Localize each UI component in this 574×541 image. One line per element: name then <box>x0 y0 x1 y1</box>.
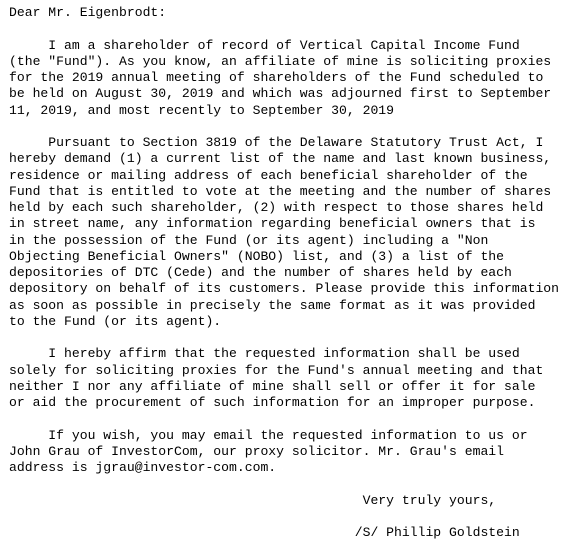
paragraph-line: in the possession of the Fund (or its agent) including a "Non <box>9 232 489 248</box>
paragraph-line: depository on behalf of its customers. Please provide this information <box>9 281 560 297</box>
paragraph-line: hereby demand (1) a current list of the name and last known business, <box>9 151 552 167</box>
paragraph-line: as soon as possible in precisely the same format as it was provided <box>9 297 536 313</box>
paragraph-line: residence or mailing address of each beneficial shareholder of the <box>9 167 528 183</box>
paragraph-line: solely for soliciting proxies for the Fund's annual meeting and that <box>9 362 544 378</box>
paragraph-line: I am a shareholder of record of Vertical Capital Income Fund <box>9 37 520 53</box>
paragraph-contact <box>9 428 571 477</box>
paragraph-line: or aid the procurement of such information for an improper purpose. <box>9 395 536 410</box>
paragraph-line: I hereby affirm that the requested information shall be used <box>9 346 520 362</box>
paragraph-line: in street name, any information regarding beneficial owners that is <box>9 216 536 232</box>
salutation: Dear Mr. Eigenbrodt: <box>9 5 167 20</box>
paragraph-line: depositories of DTC (Cede) and the number of shares held by each <box>9 265 512 280</box>
paragraph-shareholder-intro <box>9 38 571 119</box>
blank-line <box>9 21 571 37</box>
paragraph-line: Pursuant to Section 3819 of the Delaware Statutory Trust Act, I <box>9 135 544 150</box>
paragraph-line: If you wish, you may email the requested information to us or <box>9 427 528 443</box>
closing: Very truly yours, <box>9 492 497 508</box>
paragraph-line: to the Fund (or its agent). <box>9 313 222 329</box>
blank-line <box>9 509 571 525</box>
paragraph-line: John Grau of InvestorCom, our proxy solicitor. Mr. Grau's email <box>9 443 505 459</box>
paragraph-line: held by each such shareholder, (2) with respect to those shares held <box>9 200 544 215</box>
paragraph-affirmation <box>9 346 571 411</box>
blank-line <box>9 119 571 135</box>
paragraph-line: 11, 2019, and most recently to September 30, 2019 <box>9 102 395 118</box>
letter-body <box>9 5 571 541</box>
blank-line <box>9 411 571 427</box>
paragraph-line: Fund that is entitled to vote at the meeting and the number of shares <box>9 183 552 199</box>
paragraph-line: (the "Fund"). As you know, an affiliate of mine is soliciting proxies <box>9 53 552 69</box>
blank-line <box>9 330 571 346</box>
paragraph-demand <box>9 135 571 330</box>
blank-line <box>9 476 571 492</box>
signature: /S/ Phillip Goldstein <box>9 525 520 540</box>
paragraph-line: Objecting Beneficial Owners" (NOBO) list, and (3) a list of the <box>9 248 505 264</box>
paragraph-line: for the 2019 annual meeting of shareholders of the Fund scheduled to <box>9 70 544 85</box>
paragraph-line: address is jgrau@investor-com.com. <box>9 460 277 475</box>
paragraph-line: be held on August 30, 2019 and which was adjourned first to September <box>9 86 552 102</box>
paragraph-line: neither I nor any affiliate of mine shall sell or offer it for sale <box>9 378 536 394</box>
